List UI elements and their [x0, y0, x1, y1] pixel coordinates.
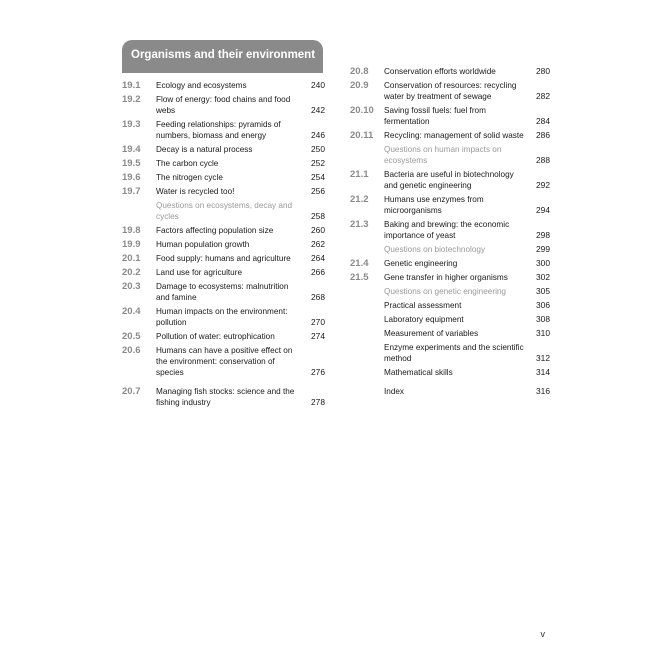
toc-entry[interactable]	[122, 158, 325, 169]
toc-entry-number: 20.6	[122, 345, 141, 356]
toc-entry-title: Managing fish stocks: science and the fishing industry	[156, 387, 295, 407]
toc-entry-page: 242	[311, 105, 325, 115]
toc-entry-number: 20.7	[122, 386, 141, 397]
toc-entry-number: 21.1	[350, 169, 369, 180]
toc-entry-page: 260	[311, 225, 325, 235]
toc-entry-number: 19.7	[122, 186, 141, 197]
toc-entry-page: 240	[311, 80, 325, 90]
toc-entry-title: Land use for agriculture	[156, 268, 243, 277]
toc-entry-page: 316	[536, 386, 550, 396]
toc-entry-page: 292	[536, 180, 550, 190]
toc-entry-page: 274	[311, 331, 325, 341]
toc-entry[interactable]	[350, 314, 550, 325]
toc-entry-number: 19.1	[122, 80, 141, 91]
toc-entry-questions-label: Questions on genetic engineering	[384, 287, 506, 296]
toc-entry-page: 284	[536, 116, 550, 126]
toc-entry[interactable]	[350, 258, 550, 269]
toc-entry[interactable]	[350, 194, 550, 216]
toc-entry-title: Index	[384, 387, 405, 396]
toc-entry-page: 268	[311, 292, 325, 302]
toc-entry-title: Genetic engineering	[384, 259, 458, 268]
toc-entry[interactable]	[350, 80, 550, 102]
toc-entry-title: Water is recycled too!	[156, 187, 235, 196]
toc-entry-page: 278	[311, 397, 325, 407]
toc-entry-number: 19.6	[122, 172, 141, 183]
toc-entry-title: Human population growth	[156, 240, 250, 249]
toc-entry-number: 20.8	[350, 66, 369, 77]
toc-entry-number: 21.4	[350, 258, 369, 269]
toc-left-column	[122, 80, 325, 411]
toc-entry-number: 20.4	[122, 306, 141, 317]
toc-entry[interactable]	[122, 386, 325, 408]
toc-entry-number: 19.8	[122, 225, 141, 236]
toc-entry-title: Baking and brewing: the economic importance of yeast	[384, 220, 510, 240]
toc-entry-number: 19.3	[122, 119, 141, 130]
toc-entry-questions-label: Questions on human impacts on ecosystems	[384, 145, 502, 165]
toc-right-column	[350, 66, 550, 400]
toc-entry[interactable]	[122, 267, 325, 278]
toc-entry-number: 20.9	[350, 80, 369, 91]
toc-entry-page: 308	[536, 314, 550, 324]
toc-entry-title: Practical assessment	[384, 301, 462, 310]
toc-entry-page: 250	[311, 144, 325, 154]
toc-entry-title: Enzyme experiments and the scientific method	[384, 343, 524, 363]
toc-entry-page: 314	[536, 367, 550, 377]
toc-entry[interactable]	[350, 300, 550, 311]
toc-entry-page: 305	[536, 286, 550, 296]
toc-entry-page: 262	[311, 239, 325, 249]
toc-entry[interactable]	[122, 119, 325, 141]
toc-entry[interactable]	[350, 244, 550, 255]
toc-entry-title: Conservation of resources: recycling water by treatment of sewage	[384, 81, 517, 101]
toc-entry[interactable]	[350, 219, 550, 241]
toc-entry-page: 266	[311, 267, 325, 277]
toc-entry[interactable]	[122, 331, 325, 342]
toc-entry[interactable]	[350, 386, 550, 397]
toc-entry[interactable]	[122, 306, 325, 328]
toc-entry-title: Measurement of variables	[384, 329, 479, 338]
toc-entry-number: 21.3	[350, 219, 369, 230]
toc-entry[interactable]	[122, 200, 325, 222]
toc-entry[interactable]	[122, 345, 325, 378]
toc-entry-number: 20.2	[122, 267, 141, 278]
toc-entry-number: 20.5	[122, 331, 141, 342]
toc-entry-page: 294	[536, 205, 550, 215]
toc-entry-number: 19.9	[122, 239, 141, 250]
toc-entry-number: 20.3	[122, 281, 141, 292]
toc-entry[interactable]	[350, 286, 550, 297]
toc-entry-number: 19.4	[122, 144, 141, 155]
toc-entry-title: Ecology and ecosystems	[156, 81, 247, 90]
toc-entry-page: 276	[311, 367, 325, 377]
toc-entry-page: 270	[311, 317, 325, 327]
toc-entry[interactable]	[122, 80, 325, 91]
toc-entry-title: Feeding relationships: pyramids of numbers, biomass and energy	[156, 120, 281, 140]
toc-entry-title: Humans use enzymes from microorganisms	[384, 195, 484, 215]
toc-entry-page: 302	[536, 272, 550, 282]
toc-entry-title: Pollution of water: eutrophication	[156, 332, 275, 341]
toc-entry-number: 20.11	[350, 130, 374, 141]
toc-entry-number: 20.1	[122, 253, 141, 264]
toc-entry-page: 280	[536, 66, 550, 76]
toc-entry-title: Conservation efforts worldwide	[384, 67, 496, 76]
toc-entry-number: 20.10	[350, 105, 374, 116]
toc-entry-number: 19.2	[122, 94, 141, 105]
toc-entry-title: Human impacts on the environment: pollution	[156, 307, 288, 327]
toc-entry-title: The carbon cycle	[156, 159, 219, 168]
toc-entry[interactable]	[350, 328, 550, 339]
toc-entry-page: 298	[536, 230, 550, 240]
toc-entry-page: 306	[536, 300, 550, 310]
toc-entry-title: Factors affecting population size	[156, 226, 274, 235]
toc-entry-questions-label: Questions on biotechnology	[384, 245, 486, 254]
toc-entry-page: 256	[311, 186, 325, 196]
toc-entry-title: Laboratory equipment	[384, 315, 464, 324]
toc-entry[interactable]	[122, 144, 325, 155]
toc-entry-page: 258	[311, 211, 325, 221]
toc-entry-page: 264	[311, 253, 325, 263]
toc-entry-page: 312	[536, 353, 550, 363]
toc-entry[interactable]	[122, 94, 325, 116]
toc-entry[interactable]	[350, 144, 550, 166]
toc-entry-number: 21.5	[350, 272, 369, 283]
toc-entry-title: Flow of energy: food chains and food webs	[156, 95, 291, 115]
toc-entry-page: 288	[536, 155, 550, 165]
toc-entry-page: 252	[311, 158, 325, 168]
toc-entry-questions-label: Questions on ecosystems, decay and cycles	[156, 201, 293, 221]
toc-entry[interactable]	[350, 66, 550, 77]
toc-entry-page: 310	[536, 328, 550, 338]
toc-entry-title: Mathematical skills	[384, 368, 453, 377]
toc-entry[interactable]	[122, 281, 325, 303]
toc-entry-title: Damage to ecosystems: malnutrition and famine	[156, 282, 289, 302]
toc-entry-page: 282	[536, 91, 550, 101]
toc-entry[interactable]	[122, 239, 325, 250]
toc-entry-title: Gene transfer in higher organisms	[384, 273, 508, 282]
toc-entry-title: Recycling: management of solid waste	[384, 131, 524, 140]
toc-entry-number: 19.5	[122, 158, 141, 169]
toc-entry-page: 254	[311, 172, 325, 182]
section-header-band	[122, 40, 323, 73]
toc-entry-title: Decay is a natural process	[156, 145, 253, 154]
toc-entry[interactable]	[350, 130, 550, 141]
toc-entry-title: Saving fossil fuels: fuel from fermentation	[384, 106, 486, 126]
toc-entry-page: 299	[536, 244, 550, 254]
toc-entry[interactable]	[122, 253, 325, 264]
toc-entry-page: 286	[536, 130, 550, 140]
toc-entry-number: 21.2	[350, 194, 369, 205]
toc-entry-page: 300	[536, 258, 550, 268]
page-number: v	[540, 629, 545, 639]
section-title: Organisms and their environment	[131, 49, 316, 61]
toc-entry-title: The nitrogen cycle	[156, 173, 223, 182]
toc-entry-title: Bacteria are useful in biotechnology and genetic engineering	[384, 170, 514, 190]
toc-entry[interactable]	[122, 186, 325, 197]
toc-entry[interactable]	[350, 272, 550, 283]
toc-entry-page: 246	[311, 130, 325, 140]
toc-entry[interactable]	[350, 105, 550, 127]
toc-entry[interactable]	[350, 169, 550, 191]
toc-entry[interactable]	[122, 225, 325, 236]
toc-entry[interactable]	[122, 172, 325, 183]
toc-entry-title: Humans can have a positive effect on the environment: conservation of species	[156, 346, 293, 377]
toc-entry[interactable]	[350, 342, 550, 364]
toc-entry-title: Food supply: humans and agriculture	[156, 254, 291, 263]
toc-entry[interactable]	[350, 367, 550, 378]
